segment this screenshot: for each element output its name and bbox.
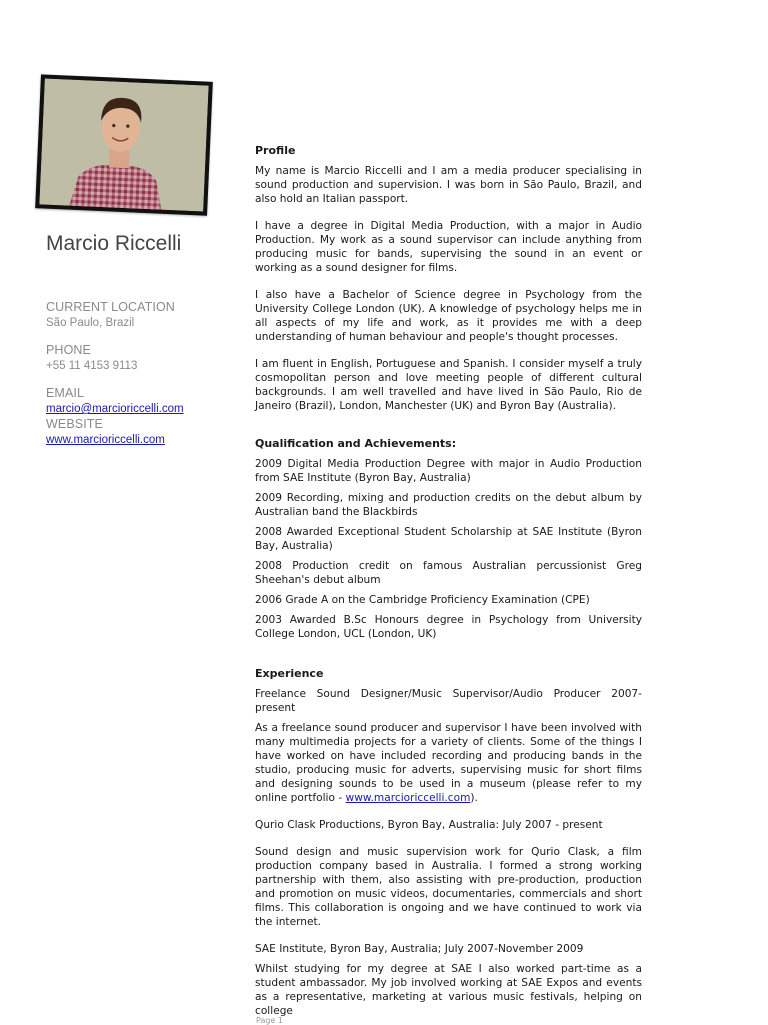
experience-description: Sound design and music supervision work for Qurio Clask, a film production company based in Australia. I formed a strong working partnership with them, also assisting with pre-production, production and promotion on music videos, documentaries, commercials and short films. This collaboration is ongoing and we have continued to work via the internet. — [255, 846, 642, 928]
experience-heading: Experience — [255, 667, 324, 680]
experience-text-end: ). — [470, 792, 478, 804]
qualifications-list — [255, 457, 642, 641]
qualification-item: 2009 Digital Media Production Degree with major in Audio Production from SAE Institute (Byron Bay, Australia) — [255, 458, 642, 484]
experience-role-heading: Freelance Sound Designer/Music Supervisor/Audio Producer 2007-present — [255, 688, 642, 714]
page-number: Page 1 — [256, 1016, 283, 1025]
phone-value: +55 11 4153 9113 — [46, 360, 138, 372]
email-link[interactable]: marcio@marcioriccelli.com — [46, 403, 184, 415]
qualifications-heading: Qualification and Achievements: — [255, 437, 457, 450]
qualification-item: 2008 Production credit on famous Australian percussionist Greg Sheehan's debut album — [255, 560, 642, 586]
experience-role-heading: Qurio Clask Productions, Byron Bay, Australia: July 2007 - present — [255, 819, 603, 831]
profile-paragraph: I also have a Bachelor of Science degree in Psychology from the University College London (UK). A knowledge of psychology helps me in all aspects of my life and work, as it provides me with a deep understanding of human behaviour and people's thought processes. — [255, 289, 642, 343]
profile-heading: Profile — [255, 144, 296, 157]
profile-photo — [35, 74, 213, 215]
profile-paragraph: I am fluent in English, Portuguese and Spanish. I consider myself a truly cosmopolitan person and love meeting people of different cultural backgrounds. I am well travelled and have lived in São Paulo, Rio de Janeiro (Brazil), London, Manchester (UK) and Byron Bay (Australia). — [255, 358, 642, 412]
email-label: EMAIL — [46, 386, 85, 400]
profile-paragraph: My name is Marcio Riccelli and I am a media producer specialising in sound production and supervision. I was born in São Paulo, Brazil, and also hold an Italian passport. — [255, 165, 642, 205]
qualification-item: 2006 Grade A on the Cambridge Proficiency Examination (CPE) — [255, 594, 590, 606]
location-value: São Paulo, Brazil — [46, 317, 135, 329]
location-label: CURRENT LOCATION — [46, 300, 175, 314]
portrait-image — [39, 78, 208, 211]
qualification-item: 2008 Awarded Exceptional Student Scholarship at SAE Institute (Byron Bay, Australia) — [255, 526, 642, 552]
portfolio-link[interactable]: www.marcioriccelli.com — [345, 792, 471, 804]
website-label: WEBSITE — [46, 417, 103, 431]
main-content — [255, 144, 642, 1018]
person-name: Marcio Riccelli — [46, 232, 182, 255]
experience-text: As a freelance sound producer and supervisor I have been involved with many multimedia projects for a variety of clients. Some of the things I have worked on have included recording and producing bands in the studio, producing music for adverts, supervising music for short films and designing sounds to be used in a museum (please refer to my online portfolio - — [255, 722, 642, 804]
qualification-item: 2009 Recording, mixing and production credits on the debut album by Australian band the Blackbirds — [255, 492, 642, 518]
experience-description: Whilst studying for my degree at SAE I also worked part-time as a student ambassador. My job involved working at SAE Expos and events as a representative, marketing at various music festivals, helping on college — [255, 963, 642, 1017]
website-link[interactable]: www.marcioriccelli.com — [46, 434, 165, 446]
experience-role-heading: SAE Institute, Byron Bay, Australia; July 2007-November 2009 — [255, 943, 584, 955]
profile-paragraph: I have a degree in Digital Media Production, with a major in Audio Production. My work as a sound supervisor can include anything from producing music for bands, supervising the sound in an event or working as a sound designer for films. — [255, 220, 642, 274]
contact-sidebar — [46, 300, 246, 446]
phone-label: PHONE — [46, 343, 91, 357]
qualification-item: 2003 Awarded B.Sc Honours degree in Psychology from University College London, UCL (London, UK) — [255, 614, 642, 640]
experience-description — [255, 721, 642, 805]
